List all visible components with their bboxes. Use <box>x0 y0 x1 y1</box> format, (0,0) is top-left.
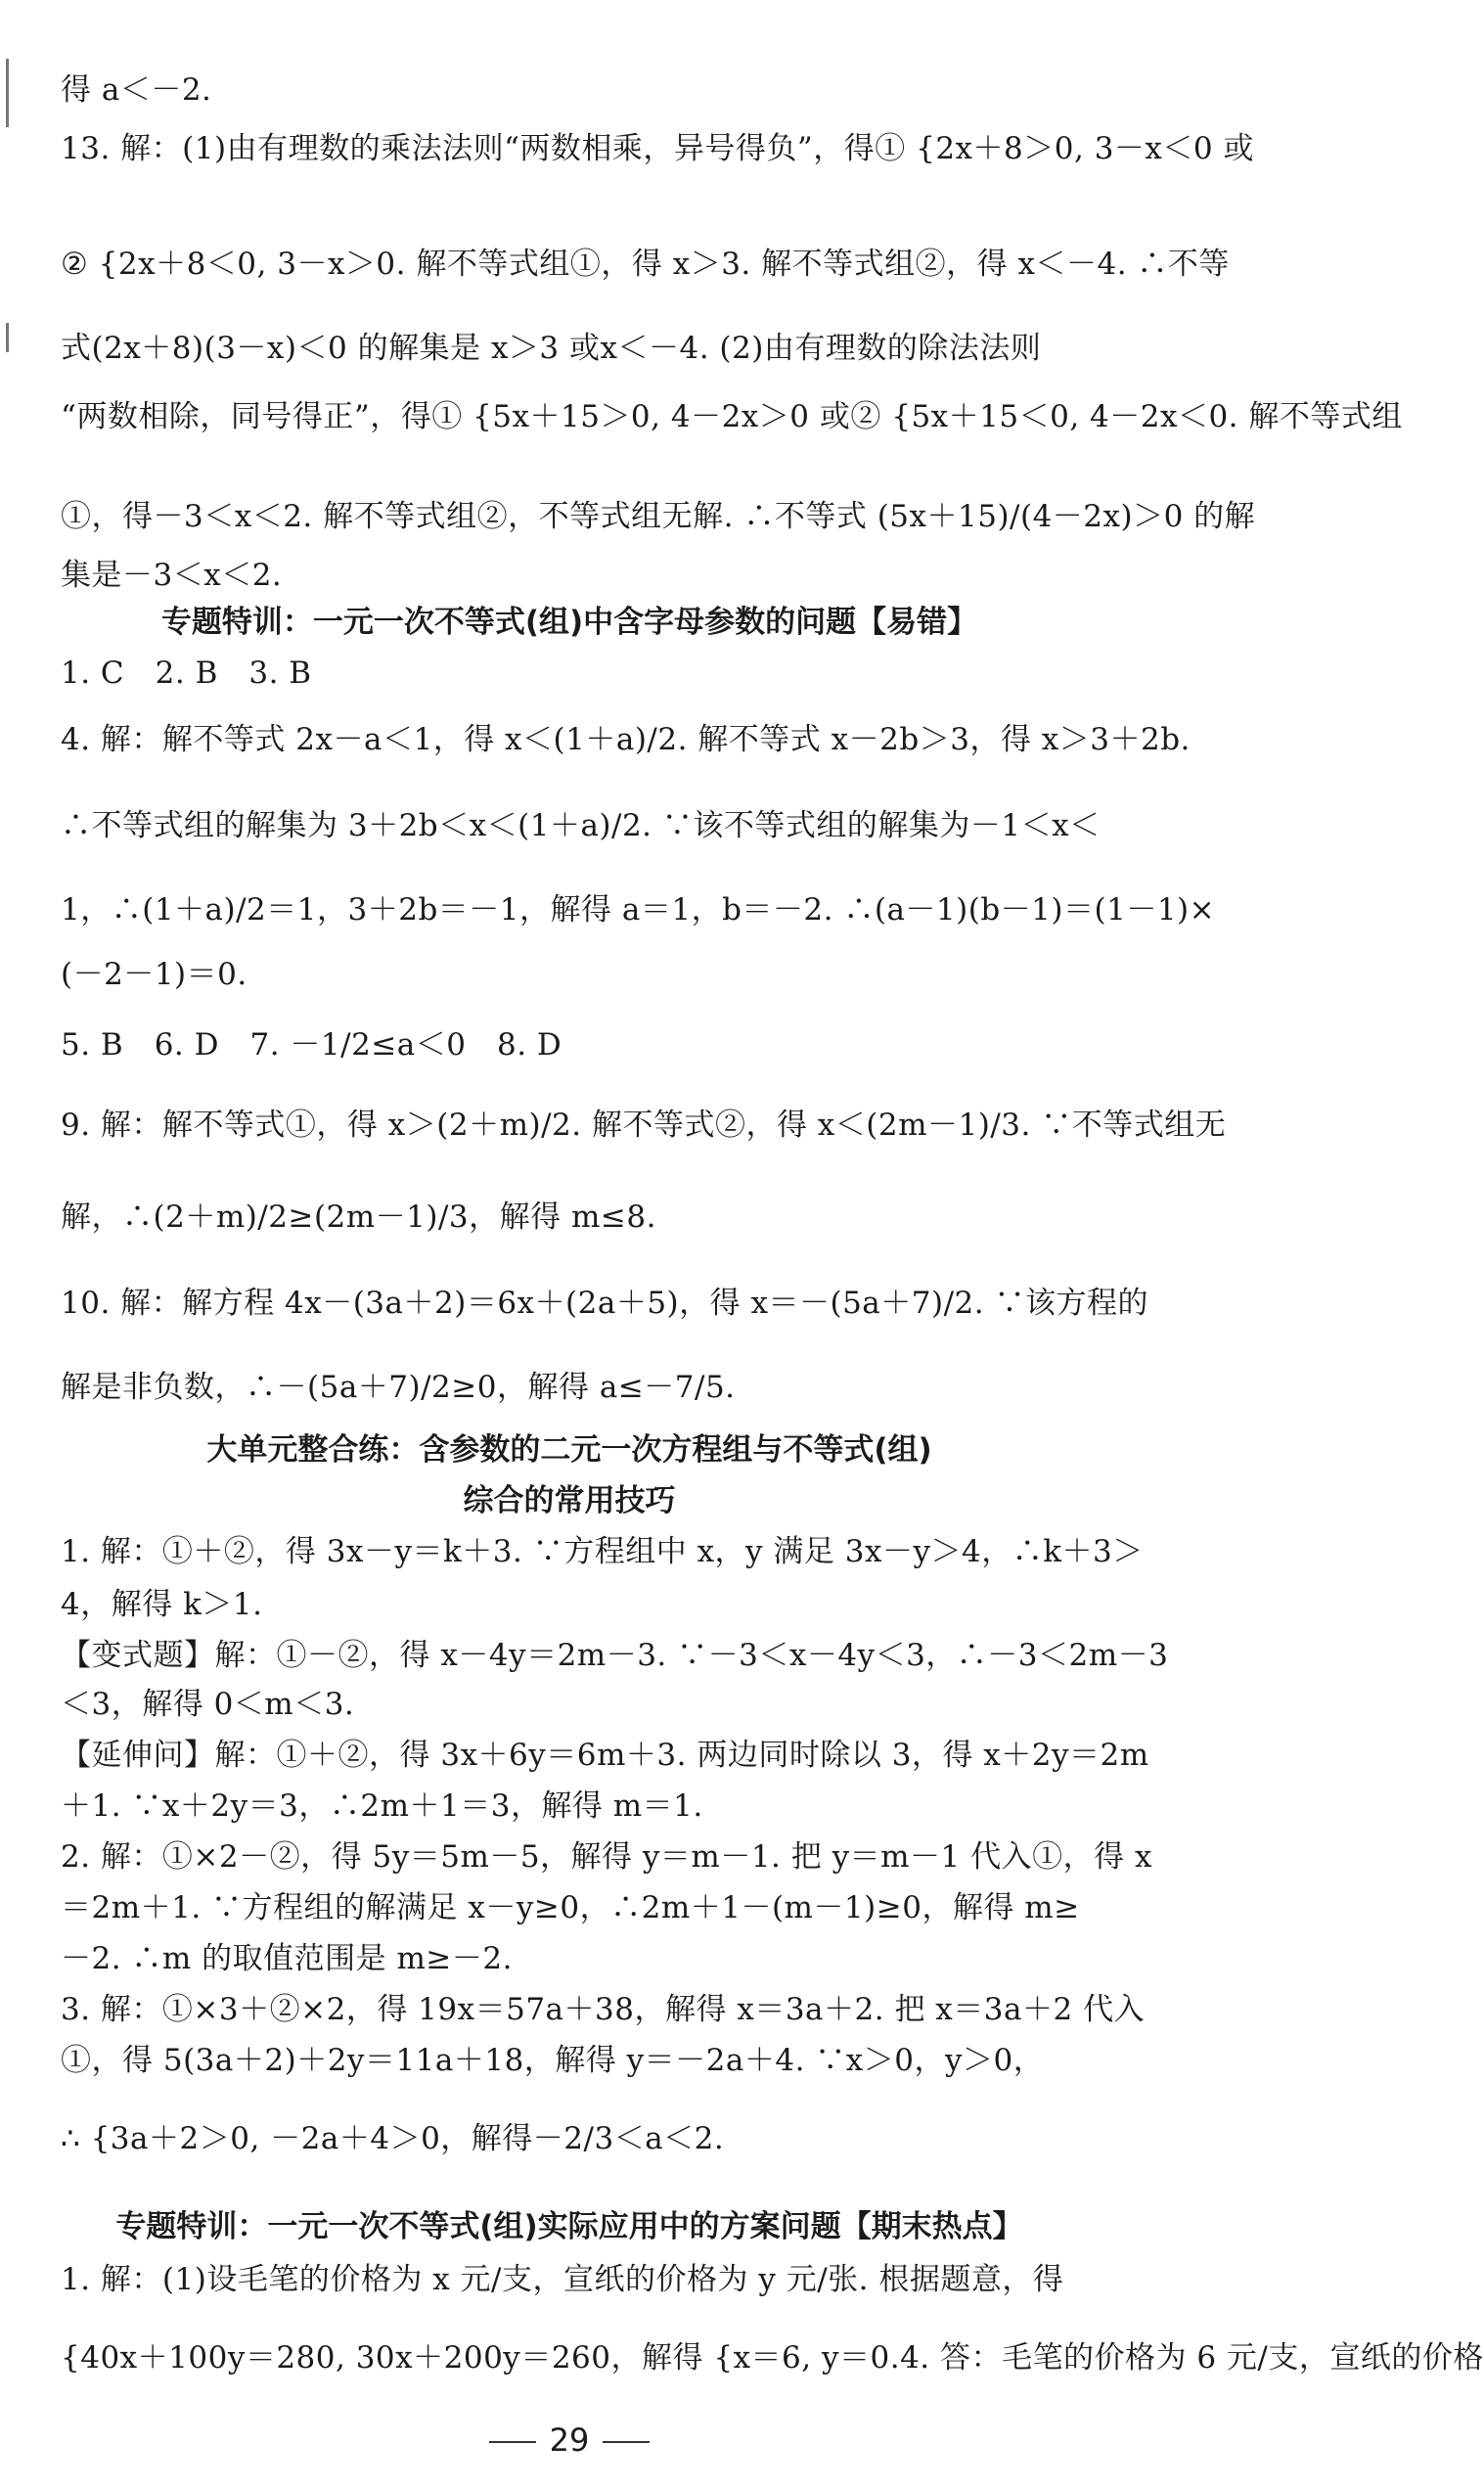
text-line: 【延伸问】解：①＋②，得 3x＋6y＝6m＋3. 两边同时除以 3，得 x＋2y＝2m <box>61 1738 1149 1773</box>
text-line: 4，解得 k＞1. <box>61 1587 263 1622</box>
text-line: (－2－1)＝0. <box>61 957 247 992</box>
text-line: 得 a＜－2. <box>61 72 212 108</box>
text-line: 1. 解：①＋②，得 3x－y＝k＋3. ∵方程组中 x，y 满足 3x－y＞4，∴k＋3＞ <box>61 1534 1144 1569</box>
scan-edge-mark <box>6 323 9 352</box>
page-number: 29 <box>549 2421 590 2459</box>
text-line: ② {2x＋8＜0, 3－x＞0. 解不等式组①，得 x＞3. 解不等式组②，得 x＜－4. ∴不等 <box>61 247 1230 282</box>
text-line: 13. 解：(1)由有理数的乘法法则“两数相乘，异号得负”，得① {2x＋8＞0, 3－x＜0 或 <box>61 131 1254 166</box>
section-heading: 大单元整合练：含参数的二元一次方程组与不等式(组) <box>206 1432 932 1468</box>
text-line: 1. C 2. B 3. B <box>61 656 312 691</box>
text-line: 3. 解：①×3＋②×2，得 19x＝57a＋38，解得 x＝3a＋2. 把 x＝3a＋2 代入 <box>61 1992 1146 2027</box>
text-line: ①，得 5(3a＋2)＋2y＝11a＋18，解得 y＝－2a＋4. ∵x＞0，y＞0， <box>61 2043 1045 2078</box>
scan-edge-mark <box>6 59 9 127</box>
text-line: ＝2m＋1. ∵方程组的解满足 x－y≥0，∴2m＋1－(m－1)≥0，解得 m≥ <box>61 1890 1080 1925</box>
text-line: 2. 解：①×2－②，得 5y＝5m－5，解得 y＝m－1. 把 y＝m－1 代入①，得 x <box>61 1839 1152 1875</box>
text-line: 解，∴(2＋m)/2≥(2m－1)/3，解得 m≤8. <box>61 1199 656 1235</box>
text-line: 解是非负数，∴－(5a＋7)/2≥0，解得 a≤－7/5. <box>61 1370 736 1405</box>
text-line: 1. 解：(1)设毛笔的价格为 x 元/支，宣纸的价格为 y 元/张. 根据题意，得 <box>61 2262 1064 2297</box>
text-line: 5. B 6. D 7. －1/2≤a＜0 8. D <box>61 1027 562 1063</box>
footer-rule-left <box>489 2441 536 2443</box>
text-line: ＋1. ∵x＋2y＝3，∴2m＋1＝3，解得 m＝1. <box>61 1788 703 1824</box>
text-line: －2. ∴m 的取值范围是 m≥－2. <box>61 1941 513 1976</box>
text-line: 集是－3＜x＜2. <box>61 558 283 593</box>
text-line: 式(2x＋8)(3－x)＜0 的解集是 x＞3 或x＜－4. (2)由有理数的除法法则 <box>61 331 1042 366</box>
section-heading: 综合的常用技巧 <box>463 1483 676 1518</box>
text-line: ∴不等式组的解集为 3＋2b＜x＜(1＋a)/2. ∵该不等式组的解集为－1＜x＜ <box>61 808 1101 843</box>
text-line: 【变式题】解：①－②，得 x－4y＝2m－3. ∵－3＜x－4y＜3，∴－3＜2m－3 <box>61 1638 1169 1673</box>
text-line: 9. 解：解不等式①，得 x＞(2＋m)/2. 解不等式②，得 x＜(2m－1)/3. ∵不等式组无 <box>61 1108 1227 1143</box>
section-heading: 专题特训：一元一次不等式(组)实际应用中的方案问题【期末热点】 <box>115 2209 1023 2244</box>
text-line: “两数相除，同号得正”，得① {5x＋15＞0, 4－2x＞0 或② {5x＋15＜0, 4－2x＜0. 解不等式组 <box>61 399 1403 434</box>
section-heading: 专题特训：一元一次不等式(组)中含字母参数的问题【易错】 <box>160 605 978 640</box>
page-footer <box>0 2421 1139 2460</box>
text-line: 1，∴(1＋a)/2＝1，3＋2b＝－1，解得 a＝1，b＝－2. ∴(a－1)(b－1)＝(1－1)× <box>61 892 1216 928</box>
text-line: ＜3，解得 0＜m＜3. <box>61 1687 355 1722</box>
footer-rule-right <box>603 2441 650 2443</box>
text-line: ∴ {3a＋2＞0, －2a＋4＞0，解得－2/3＜a＜2. <box>61 2121 725 2156</box>
text-line: 4. 解：解不等式 2x－a＜1，得 x＜(1＋a)/2. 解不等式 x－2b＞3，得 x＞3＋2b. <box>61 722 1191 757</box>
text-line: ①，得－3＜x＜2. 解不等式组②，不等式组无解. ∴不等式 (5x＋15)/(4－2x)＞0 的解 <box>61 499 1256 534</box>
text-line: {40x＋100y＝280, 30x＋200y＝260，解得 {x＝6, y＝0.4. 答：毛笔的价格为 6 元/支，宣纸的价格 <box>61 2340 1484 2376</box>
text-line: 10. 解：解方程 4x－(3a＋2)＝6x＋(2a＋5)，得 x＝－(5a＋7)/2. ∵该方程的 <box>61 1286 1148 1321</box>
